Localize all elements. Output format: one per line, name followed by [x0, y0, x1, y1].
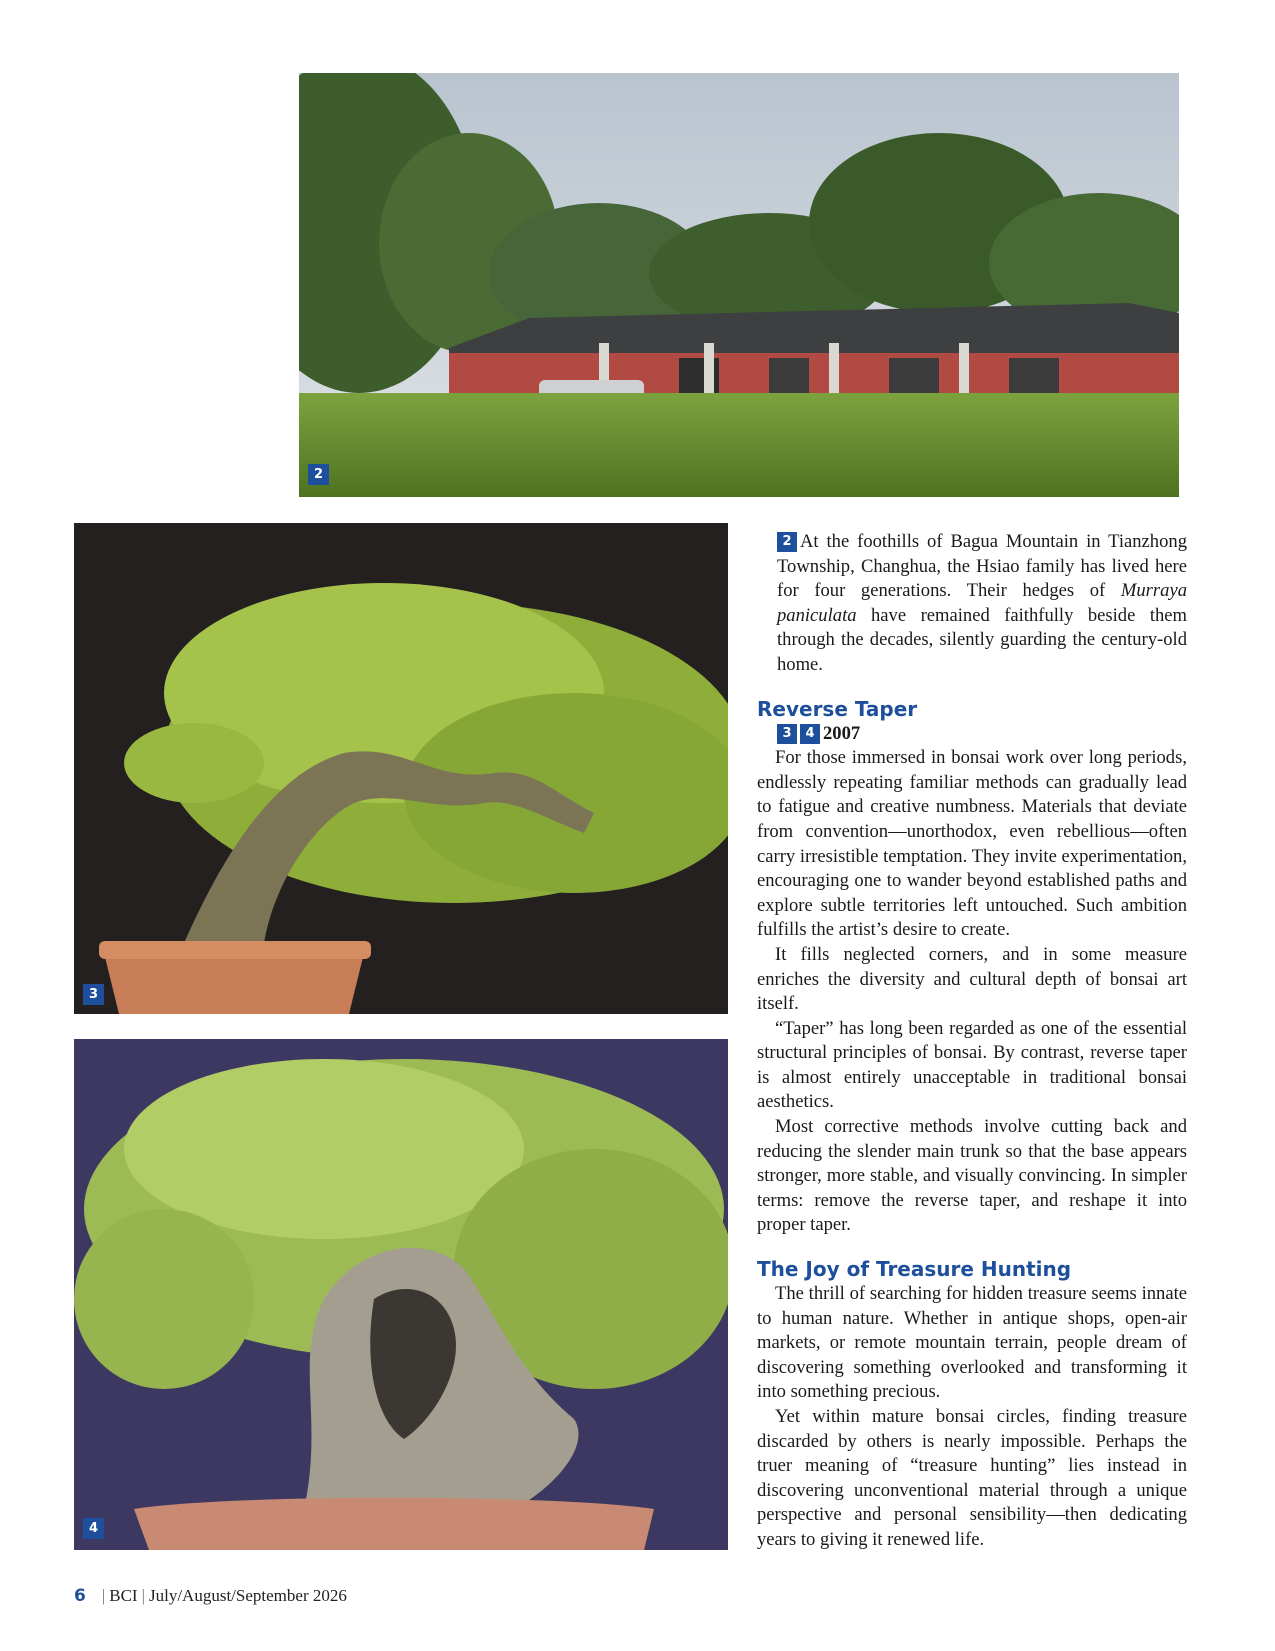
bonsai-trunk-photo	[74, 1039, 728, 1550]
caption-species-name: Murraya paniculata	[777, 580, 1187, 626]
footer-divider: |	[101, 1586, 106, 1605]
paragraph: Yet within mature bonsai circles, finding treasure discarded by others is nearly impossible. Perhaps the truer meaning of “treasure hunting” lies instead in discovering unconventional material through a unique perspective and personal sensibility—then dedicating years to giving it renewed life.	[757, 1406, 1187, 1550]
article-text-column	[757, 530, 1187, 1553]
house-photo	[299, 73, 1179, 497]
issue-date: July/August/September 2026	[149, 1586, 347, 1605]
section-heading-treasure-hunting: The Joy of Treasure Hunting	[757, 1257, 1072, 1282]
page-footer	[74, 1586, 347, 1606]
caption-text-end: have remained faithfully beside them through the decades, silently guarding the century-old home.	[777, 604, 1187, 675]
caption-figure-badge: 2	[777, 532, 797, 552]
figure-number-badge: 2	[308, 464, 329, 485]
paragraph: For those immersed in bonsai work over long periods, endlessly repeating familiar methods can gradually lead to fatigue and creative numbness. Materials that deviate from convention—unorthodox, even rebellious—often carry irresistible temptation. They invite experimentation, encouraging one to wander beyond established paths and explore subtle territories left untouched. Such ambition fulfills the artist’s desire to create.	[757, 747, 1187, 941]
footer-divider: |	[141, 1586, 145, 1605]
paragraph: Most corrective methods involve cutting back and reducing the slender main trunk so that the base appears stronger, more stable, and visually convincing. In simpler terms: remove the reverse taper, and reshape it into proper taper.	[757, 1116, 1187, 1236]
caption-text-start: At the foothills of Bagua Mountain in Tianzhong Township, Changhua, the Hsiao family has lived here for four generations. Their hedges of	[777, 531, 1187, 602]
section-heading-reverse-taper: Reverse Taper	[757, 696, 918, 721]
figure-ref-badge: 3	[777, 724, 797, 744]
bonsai-photo-reverse-taper	[74, 523, 728, 1014]
figure-reference-line	[757, 722, 1187, 747]
paragraph: “Taper” has long been regarded as one of the essential structural principles of bonsai. By contrast, reverse taper is almost entirely unacceptable in traditional bonsai aesthetics.	[757, 1017, 1187, 1113]
year-label: 2007	[823, 722, 861, 744]
paragraph: It fills neglected corners, and in some measure enriches the diversity and cultural depth of bonsai art itself.	[757, 943, 1187, 1015]
figure-number-badge: 3	[83, 984, 104, 1005]
photo-caption	[757, 530, 1187, 678]
figure-number-badge: 4	[83, 1518, 104, 1539]
figure-ref-badge: 4	[800, 724, 820, 744]
page-number: 6	[74, 1586, 86, 1606]
publication-name: BCI	[109, 1586, 138, 1605]
paragraph: The thrill of searching for hidden treasure seems innate to human nature. Whether in antique shops, open-air markets, or remote mountain terrain, people dream of discovering something overlooked and transforming it into something precious.	[757, 1283, 1187, 1403]
